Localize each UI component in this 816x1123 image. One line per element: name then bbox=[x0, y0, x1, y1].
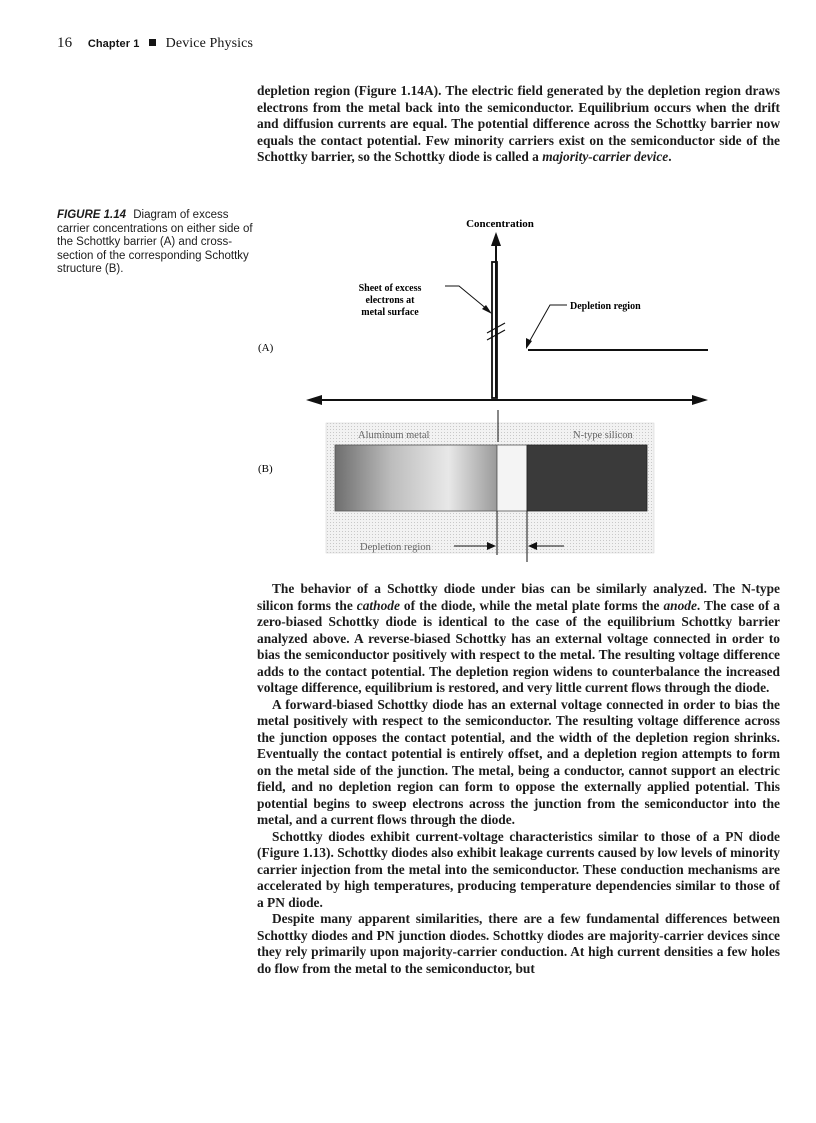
schottky-figure bbox=[240, 210, 720, 570]
paragraph: depletion region (Figure 1.14A). The electric field generated by the depletion region draws electrons from the metal back into the semiconductor. Equilibrium occurs when the drift and diffusion currents are equal. The potential difference across the Schottky barrier now equals the contact potential. Few minority carriers exist on the semiconductor side of the Schottky barrier, so the Schottky diode is called a majority-carrier device. bbox=[257, 83, 780, 164]
body-text-top bbox=[257, 83, 780, 166]
paragraph: Schottky diodes exhibit current-voltage characteristics similar to those of a PN diode (Figure 1.13). Schottky diodes also exhibit leakage currents caused by low levels of minority carrier injection from the metal into the semiconductor. These conduction mechanisms are accelerated by high temperatures, producing temperature dependencies similar to those of a PN diode. bbox=[257, 828, 780, 910]
figure-label: FIGURE 1.14 bbox=[57, 209, 127, 221]
sheet-label-line3: metal surface bbox=[361, 307, 419, 318]
bullet-square-icon bbox=[149, 39, 156, 46]
x-axis-right-arrow-icon bbox=[692, 395, 708, 405]
chapter-label: Chapter 1 bbox=[87, 38, 140, 50]
paragraph: A forward-biased Schottky diode has an external voltage connected in order to bias the metal positively with respect to the semiconductor. The resulting voltage difference across the junction opposes the contact potential, and the width of the depletion region shrinks. Eventually the contact potential is entirely offset, and a depletion region attempts to form on the metal side of the junction. The metal, being a conductor, cannot support an electric field, and no depletion region can form to oppose the externally applied potential. This potential begins to sweep electrons across the junction from the semiconductor into the metal, and a current flows through the diode. bbox=[257, 696, 780, 827]
page-header bbox=[57, 35, 253, 52]
sheet-label-line1: Sheet of excess bbox=[358, 283, 422, 294]
depletion-region-block bbox=[497, 445, 527, 511]
metal-label: Aluminum metal bbox=[358, 430, 430, 441]
n-type-silicon-block bbox=[527, 445, 647, 511]
panel-b-label: (B) bbox=[258, 463, 273, 475]
paragraph: The behavior of a Schottky diode under bias can be similarly analyzed. The N-type silicon forms the cathode of the diode, while the metal plate forms the anode. The case of a zero-biased Schottky diode is identical to the case of the equilibrium Schottky barrier analyzed above. A reverse-biased Schottky has an external voltage connected in order to bias the semiconductor positively with respect to the metal. The resulting voltage difference adds to the contact potential. The depletion region widens to counterbalance the increased voltage difference, equilibrium is restored, and very little current flows through the diode. bbox=[257, 581, 780, 695]
page-number: 16 bbox=[57, 35, 73, 51]
depletion-pointer-arrow-icon bbox=[526, 338, 532, 349]
caption-text: Diagram of excess carrier concentrations on either side of the Schottky barrier (A) and cross-section of the corresponding Schottky structure (B). bbox=[57, 209, 253, 275]
paragraph: Despite many apparent similarities, there are a few fundamental differences between Schottky diodes and PN junction diodes. Schottky diodes are majority-carrier devices since they rely primarily upon majority-carrier conduction. At high current densities a few holes do flow from the metal to the semiconductor, but bbox=[257, 911, 780, 976]
y-axis-label: Concentration bbox=[466, 218, 534, 230]
sheet-label-line2: electrons at bbox=[365, 295, 415, 306]
section-title: Device Physics bbox=[165, 36, 253, 51]
depletion-label-b: Depletion region bbox=[360, 542, 431, 553]
y-axis-arrow-icon bbox=[491, 232, 501, 246]
figure-caption bbox=[57, 209, 257, 277]
sheet-pointer bbox=[445, 286, 488, 310]
body-text-bottom bbox=[257, 581, 780, 977]
aluminum-metal-block bbox=[335, 445, 497, 511]
x-axis-left-arrow-icon bbox=[306, 395, 322, 405]
depletion-pointer bbox=[528, 305, 567, 344]
depletion-label-a: Depletion region bbox=[570, 301, 641, 312]
silicon-label: N-type silicon bbox=[573, 430, 633, 441]
panel-a-label: (A) bbox=[258, 342, 274, 354]
